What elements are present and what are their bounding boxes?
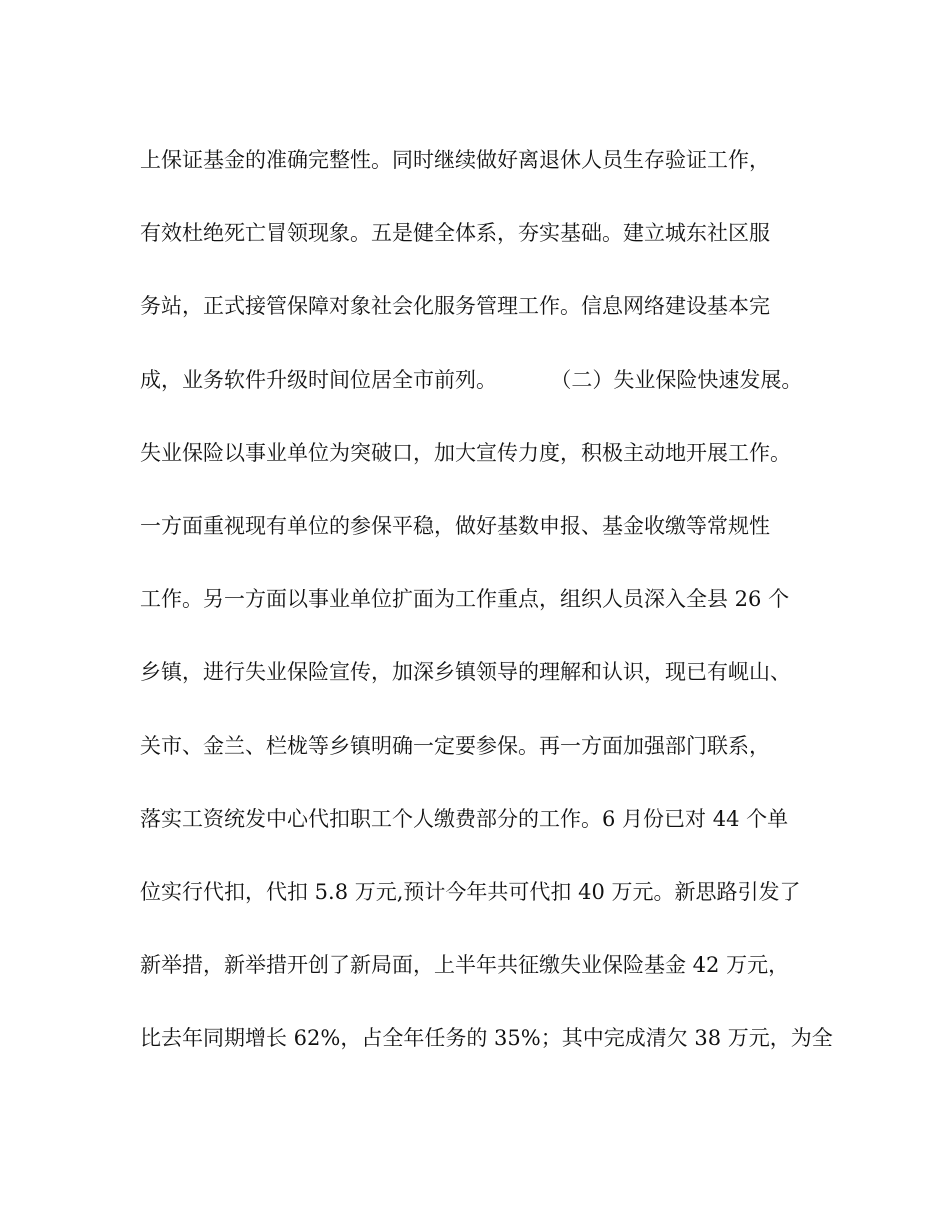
- body-text: [140, 140, 833, 1091]
- text-line: 务站，正式接管保障对象社会化服务管理工作。信息网络建设基本完: [140, 294, 770, 319]
- text-line: 一方面重视现有单位的参保平稳，做好基数申报、基金收缴等常规性: [140, 513, 770, 538]
- text-line: 上保证基金的准确完整性。同时继续做好离退休人员生存验证工作，: [140, 148, 770, 172]
- text-line: 位实行代扣，代扣 5.8 万元,预计今年共可代扣 40 万元。新思路引发了: [140, 879, 801, 904]
- text-line: 关市、金兰、栏栊等乡镇明确一定要参保。再一方面加强部门联系，: [140, 733, 770, 758]
- text-line: 比去年同期增长 62%，占全年任务的 35%；其中完成清欠 38 万元，为全: [140, 1026, 833, 1051]
- text-line: 工作。另一方面以事业单位扩面为工作重点，组织人员深入全县 26 个: [140, 587, 790, 612]
- text-line: 新举措，新举措开创了新局面，上半年共征缴失业保险基金 42 万元，: [140, 953, 790, 978]
- text-line: 成，业务软件升级时间位居全市前列。 （二）失业保险快速发展。: [140, 367, 803, 392]
- text-line: 有效杜绝死亡冒领现象。五是健全体系，夯实基础。建立城东社区服: [140, 221, 770, 246]
- text-line: 失业保险以事业单位为突破口，加大宣传力度，积极主动地开展工作。: [140, 440, 791, 465]
- text-line: 落实工资统发中心代扣职工个人缴费部分的工作。6 月份已对 44 个单: [140, 806, 789, 831]
- text-line: 乡镇，进行失业保险宣传，加深乡镇领导的理解和认识，现已有岘山、: [140, 660, 791, 685]
